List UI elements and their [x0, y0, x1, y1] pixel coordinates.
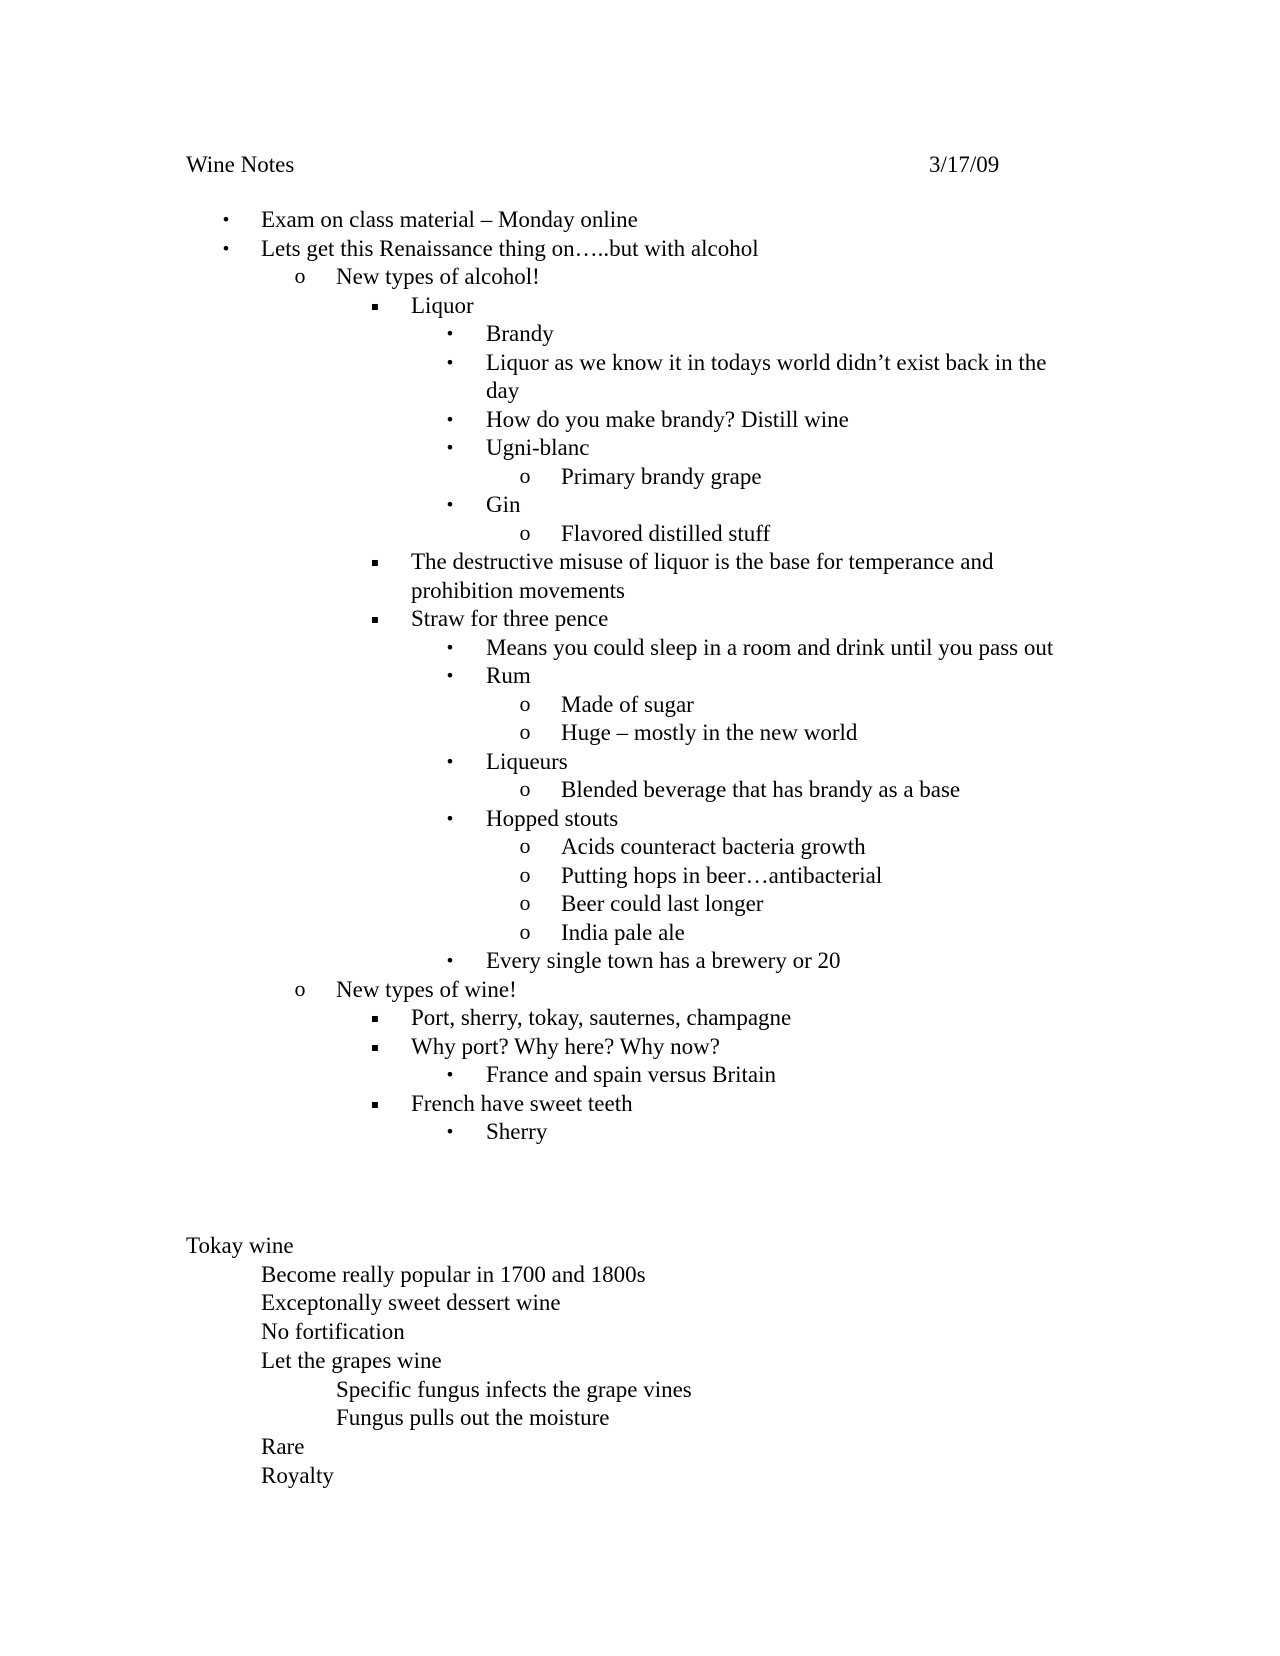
outline-item	[186, 662, 1086, 691]
outline-item	[186, 748, 1086, 777]
circle-bullet-icon: o	[519, 776, 531, 801]
tokay-line: No fortification	[261, 1319, 405, 1345]
outline-item-text: Blended beverage that has brandy as a base	[561, 777, 961, 802]
circle-bullet-icon: o	[519, 918, 531, 944]
circle-bullet-icon: o	[519, 462, 531, 488]
outline-item-text: The destructive misuse of liquor is the base for temperance and prohibition movements	[411, 549, 994, 603]
outline-item	[186, 1061, 1086, 1090]
disc-bullet-icon: •	[445, 495, 455, 514]
outline-item	[186, 719, 1086, 748]
outline-item	[186, 862, 1086, 891]
disc-bullet-icon: •	[221, 210, 231, 229]
outline-item	[186, 206, 1086, 235]
circle-bullet-icon: o	[519, 719, 531, 744]
circle-bullet-icon: o	[519, 861, 531, 887]
outline-item	[186, 890, 1086, 919]
outline-item	[186, 776, 1086, 805]
disc-bullet-icon: •	[445, 409, 455, 429]
outline-item	[186, 491, 1086, 520]
outline-item	[186, 976, 1086, 1005]
outline-item-text: Primary brandy grape	[561, 463, 762, 489]
outline-item	[186, 805, 1086, 834]
outline-item-text: Flavored distilled stuff	[561, 520, 771, 546]
disc-bullet-icon: •	[445, 751, 455, 771]
outline-item-text: Means you could sleep in a room and drink until you pass out	[486, 634, 1054, 660]
tokay-line: Fungus pulls out the moisture	[336, 1405, 610, 1431]
outline-item-text: Port, sherry, tokay, sauternes, champagne	[411, 1005, 792, 1030]
outline-item	[186, 548, 1086, 605]
document-date: 3/17/09	[929, 152, 1000, 177]
outline-item	[186, 691, 1086, 720]
outline-item	[186, 520, 1086, 549]
circle-bullet-icon: o	[519, 890, 531, 915]
disc-bullet-icon: •	[445, 1122, 455, 1141]
outline-item	[186, 605, 1086, 634]
outline-item-text: Why port? Why here? Why now?	[411, 1033, 720, 1059]
outline-item-text: Huge – mostly in the new world	[561, 720, 858, 745]
outline-item-text: Sherry	[486, 1119, 548, 1144]
tokay-line: Specific fungus infects the grape vines	[336, 1376, 692, 1402]
outline-item-text: French have sweet teeth	[411, 1090, 633, 1116]
outline-item	[186, 1118, 1086, 1147]
outline-item-text: Liquor as we know it in todays world didn’t exist back in the day	[486, 349, 1047, 403]
outline-item-text: Beer could last longer	[561, 891, 764, 916]
outline-item	[186, 634, 1086, 663]
tokay-line: Royalty	[261, 1462, 334, 1488]
tokay-line: Let the grapes wine	[261, 1347, 442, 1373]
outline-item-text: France and spain versus Britain	[486, 1062, 776, 1087]
outline-item	[186, 406, 1086, 435]
tokay-heading: Tokay wine	[186, 1233, 294, 1258]
outline-item-text: New types of wine!	[336, 976, 517, 1002]
outline-item	[186, 320, 1086, 349]
outline-item-text: Made of sugar	[561, 691, 694, 717]
square-bullet-icon: ▪	[370, 612, 380, 626]
outline-item	[186, 434, 1086, 463]
outline-item-text: Acids counteract bacteria growth	[561, 834, 866, 859]
outline-item	[186, 1033, 1086, 1062]
square-bullet-icon: ▪	[370, 298, 380, 313]
outline-item-text: Hopped stouts	[486, 805, 619, 831]
outline-item-text: Every single town has a brewery or 20	[486, 948, 841, 973]
disc-bullet-icon: •	[445, 808, 455, 828]
outline-item-text: Liquor	[411, 292, 474, 318]
outline-item	[186, 235, 1086, 264]
outline-item-text: India pale ale	[561, 919, 685, 945]
disc-bullet-icon: •	[221, 238, 231, 258]
outline-item	[186, 463, 1086, 492]
tokay-line: Exceptonally sweet dessert wine	[261, 1290, 561, 1316]
outline-item	[186, 263, 1086, 292]
circle-bullet-icon: o	[294, 263, 306, 288]
outline-item	[186, 1090, 1086, 1119]
outline-item	[186, 947, 1086, 976]
tokay-wine-section	[186, 1232, 1086, 1490]
outline-item	[186, 349, 1086, 406]
outline-item-text: Brandy	[486, 321, 554, 346]
square-bullet-icon: ▪	[370, 555, 380, 569]
disc-bullet-icon: •	[445, 637, 455, 657]
circle-bullet-icon: o	[519, 519, 531, 545]
outline-item-text: Exam on class material – Monday online	[261, 207, 638, 232]
square-bullet-icon: ▪	[370, 1096, 380, 1111]
disc-bullet-icon: •	[445, 438, 455, 457]
outline-item-text: Ugni-blanc	[486, 435, 590, 460]
disc-bullet-icon: •	[445, 1065, 455, 1084]
disc-bullet-icon: •	[445, 666, 455, 685]
notes-outline	[186, 206, 1086, 1147]
circle-bullet-icon: o	[294, 975, 306, 1001]
outline-item-text: Liqueurs	[486, 748, 568, 774]
tokay-line: Rare	[261, 1433, 305, 1459]
outline-item-text: Gin	[486, 492, 521, 517]
disc-bullet-icon: •	[445, 324, 455, 343]
circle-bullet-icon: o	[519, 690, 531, 716]
outline-item-text: New types of alcohol!	[336, 264, 540, 289]
outline-item-text: Putting hops in beer…antibacterial	[561, 862, 883, 888]
disc-bullet-icon: •	[445, 352, 455, 372]
disc-bullet-icon: •	[445, 951, 455, 970]
outline-item-text: Straw for three pence	[411, 606, 609, 631]
outline-item	[186, 1004, 1086, 1033]
outline-item-text: How do you make brandy? Distill wine	[486, 406, 849, 432]
outline-item-text: Lets get this Renaissance thing on…..but with alcohol	[261, 235, 759, 261]
outline-item	[186, 833, 1086, 862]
document-title: Wine Notes	[186, 152, 295, 177]
square-bullet-icon: ▪	[370, 1011, 380, 1025]
outline-item-text: Rum	[486, 663, 531, 688]
square-bullet-icon: ▪	[370, 1039, 380, 1054]
circle-bullet-icon: o	[519, 833, 531, 858]
outline-item	[186, 292, 1086, 321]
outline-item	[186, 919, 1086, 948]
tokay-line: Become really popular in 1700 and 1800s	[261, 1261, 646, 1287]
